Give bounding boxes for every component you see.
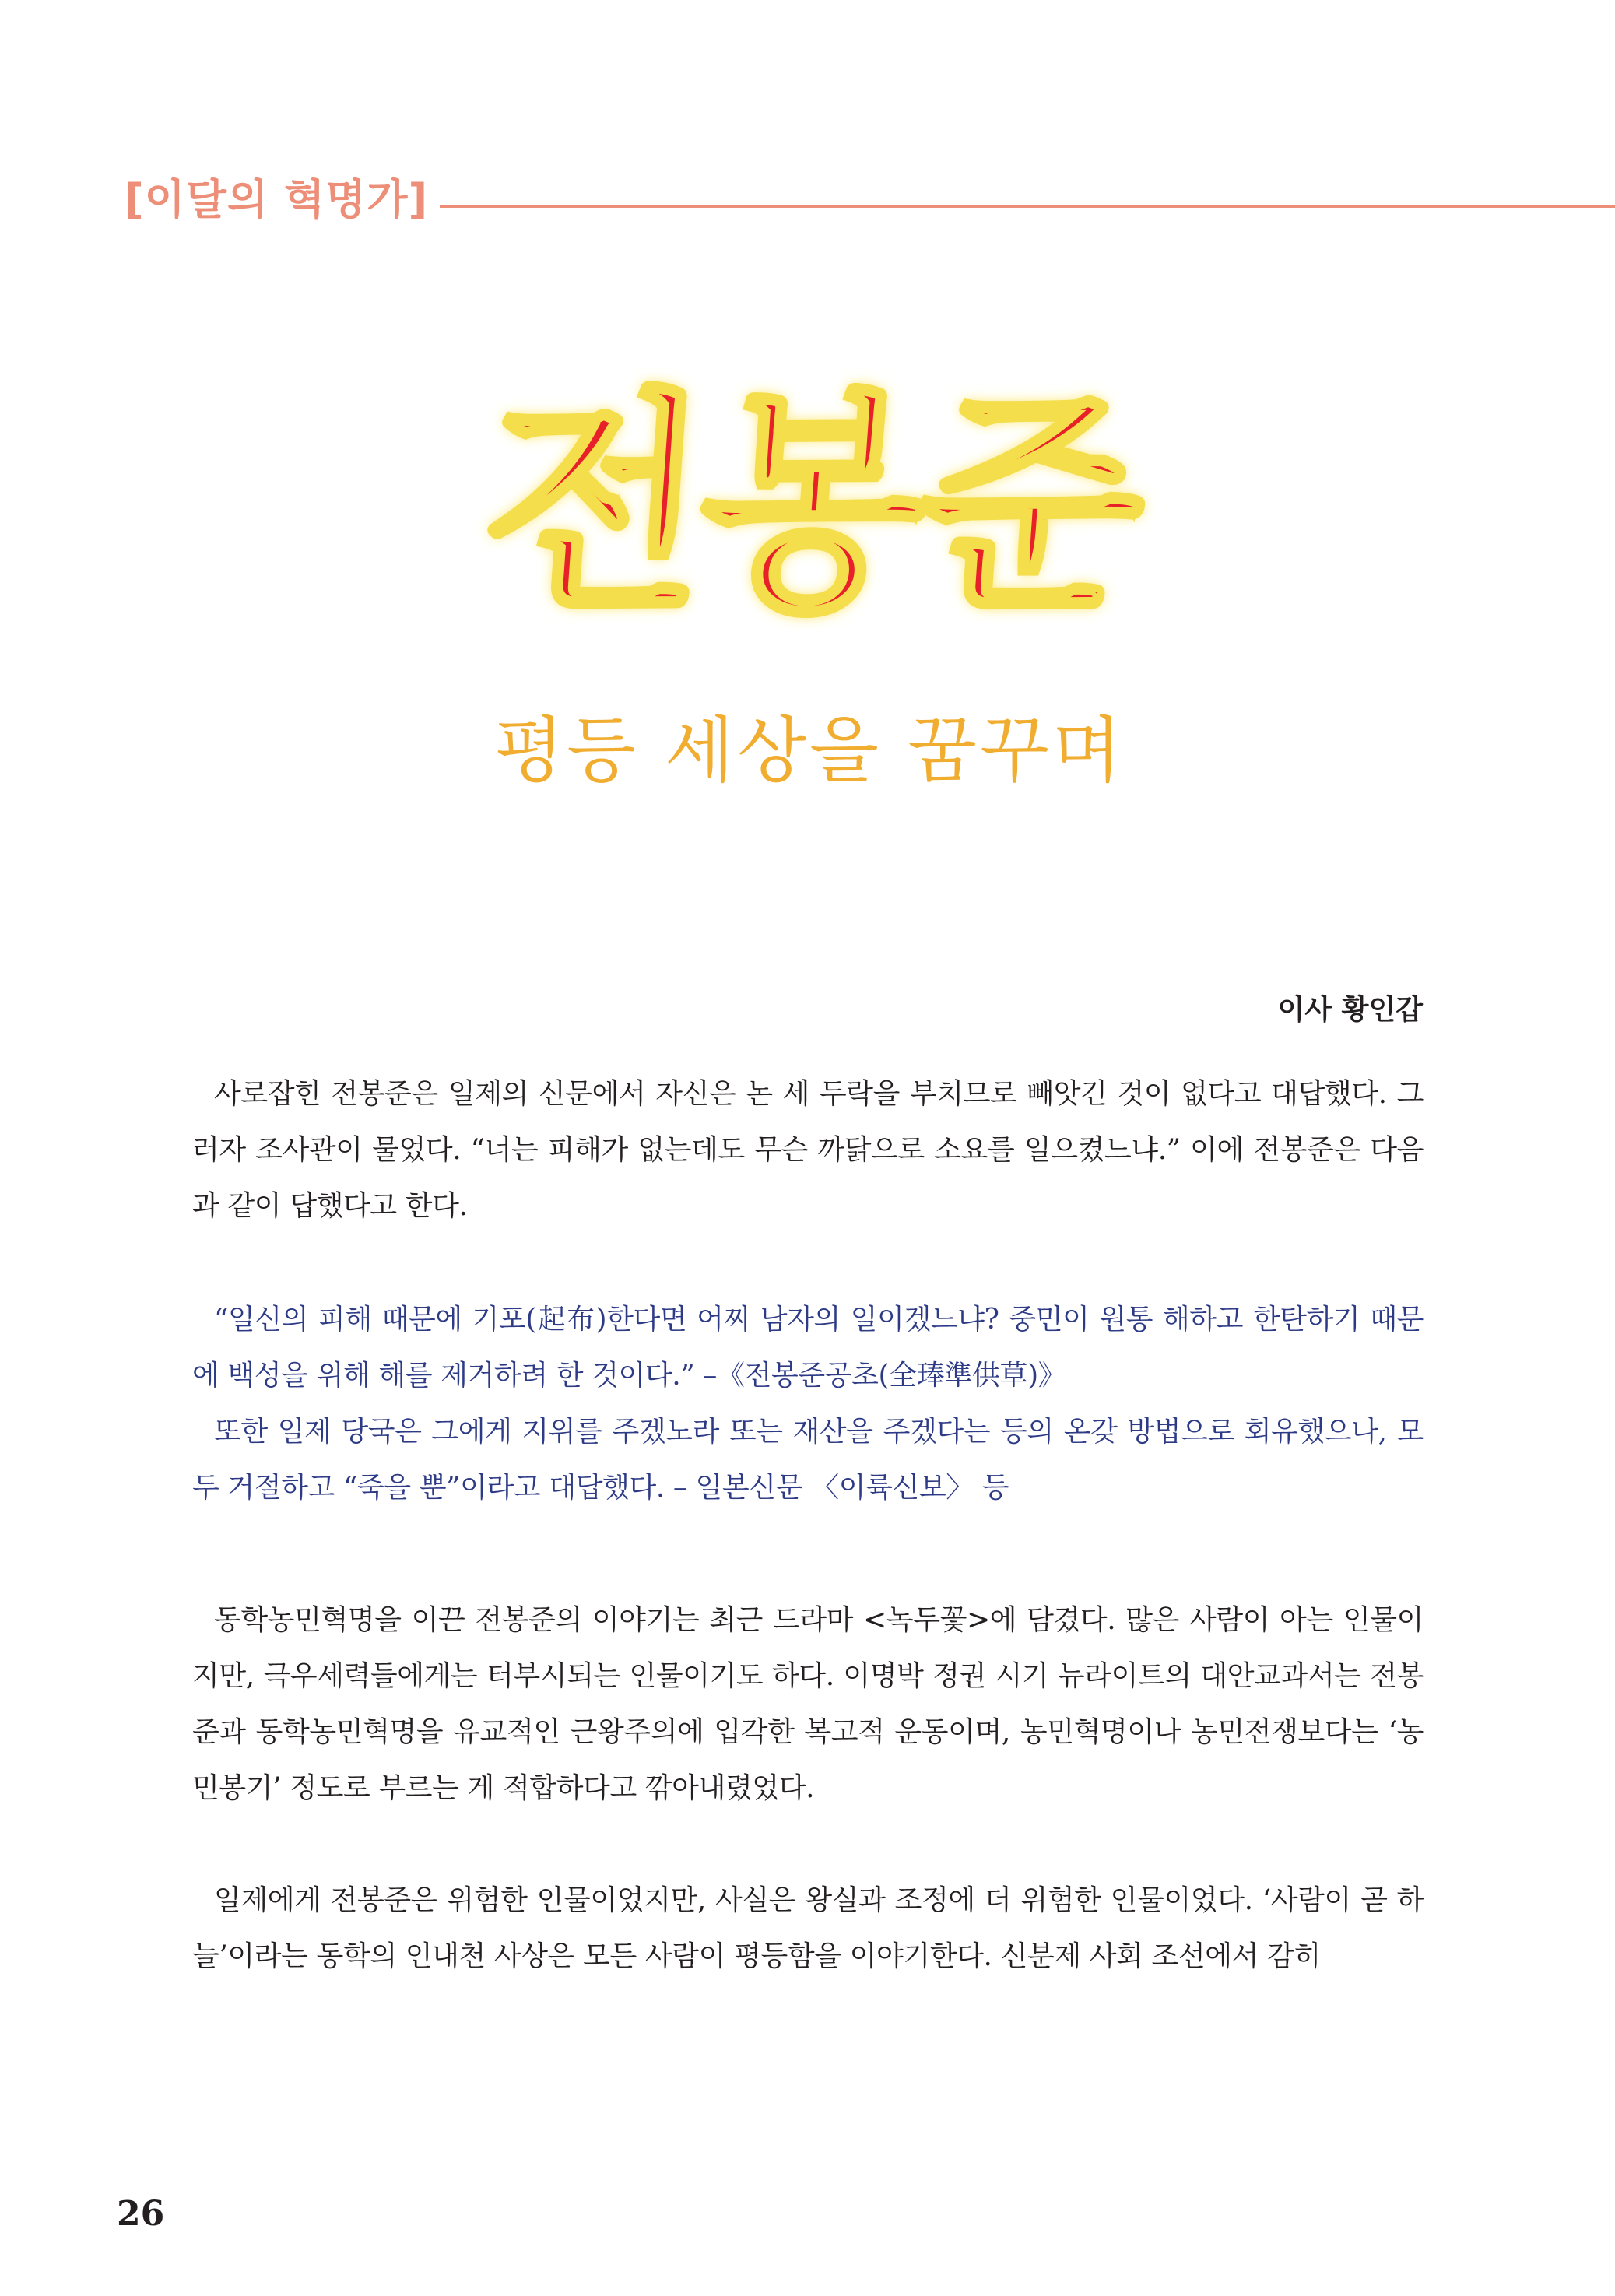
section-divider <box>440 205 1615 208</box>
page-number: 26 <box>117 2194 165 2234</box>
article-title: 전봉준 <box>473 370 1146 641</box>
body-paragraph-2: 동학농민혁명을 이끈 전봉준의 이야기는 최근 드라마 <녹두꽃>에 담겼다. 많은 사람이 아는 인물이지만, 극우세력들에게는 터부시되는 인물이기도 하다. 이명박 정권 시기 뉴라이트의 대안교과서는 전봉준과 동학농민혁명을 유교적인 근왕주의에 입각한 복고적 운동이며, 농민혁명이나 농민전쟁보다는 ‘농민봉기’ 정도로 부르는 게 적합하다고 깎아내렸었다. <box>192 1604 1424 1804</box>
article-subtitle: 평등 세상을 꿈꾸며 <box>494 709 1125 792</box>
section-label: [이달의 혁명가] <box>125 175 429 224</box>
body-paragraph-3: 일제에게 전봉준은 위험한 인물이었지만, 사실은 왕실과 조정에 더 위험한 인물이었다. ‘사람이 곧 하늘’이라는 동학의 인내천 사상은 모든 사람이 평등함을 이야기한다. 신분제 사회 조선에서 감히 <box>192 1884 1424 1972</box>
quote-block-2: 또한 일제 당국은 그에게 지위를 주겠노라 또는 재산을 주겠다는 등의 온갖 방법으로 회유했으나, 모두 거절하고 “죽을 뿐”이라고 대답했다. – 일본신문 〈이륙신보〉 등 <box>192 1416 1424 1504</box>
quote-block-1: “일신의 피해 때문에 기포(起布)한다면 어찌 남자의 일이겠느냐? 중민이 원통 해하고 한탄하기 때문에 백성을 위해 해를 제거하려 한 것이다.” –《전봉준공초(全琫準供草)》 <box>192 1304 1424 1392</box>
author-byline: 이사 황인갑 <box>1277 994 1423 1026</box>
section-header <box>125 173 1615 227</box>
body-paragraph-1: 사로잡힌 전봉준은 일제의 신문에서 자신은 논 세 두락을 부치므로 빼앗긴 것이 없다고 대답했다. 그러자 조사관이 물었다. “너는 피해가 없는데도 무슨 까닭으로 소요를 일으켰느냐.” 이에 전봉준은 다음과 같이 답했다고 한다. <box>192 1078 1424 1222</box>
